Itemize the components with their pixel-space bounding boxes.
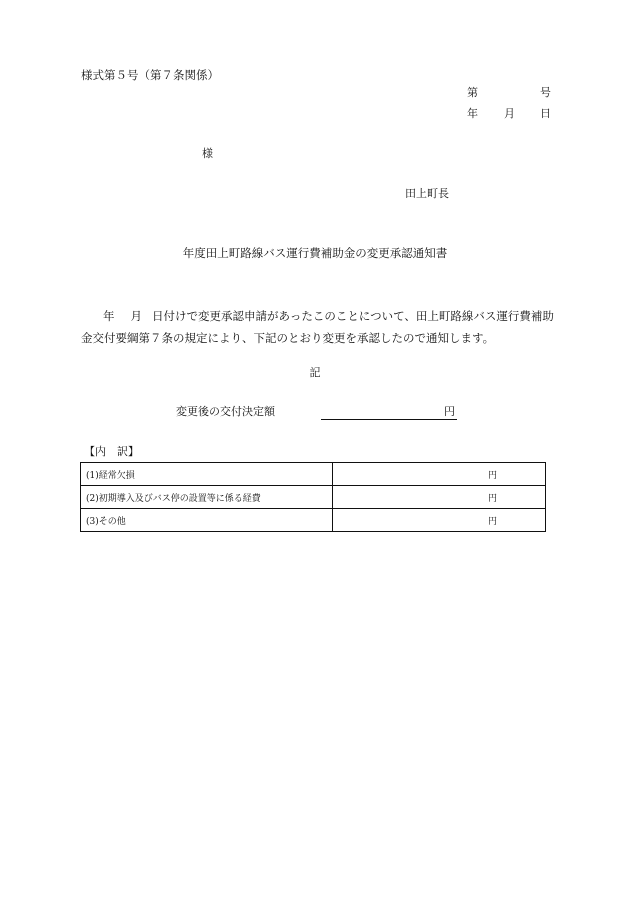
form-number: 様式第５号（第７条関係） (81, 68, 219, 82)
body-text: 日付けで変更承認申請があったこのことについて、田上町路線バス運行費補助金交付要綱第７条の規定により、下記のとおり変更を承認したので通知します。 (81, 309, 554, 345)
date-day-label: 日 (540, 107, 551, 120)
document-number-label: 第 (467, 86, 478, 99)
breakdown-value: 円 (333, 486, 546, 509)
date-month-label: 月 (504, 107, 515, 120)
breakdown-item: (3)その他 (81, 509, 333, 532)
body-month-mark: 月 (130, 309, 142, 323)
sender-name: 田上町長 (405, 187, 449, 200)
table-row (81, 509, 546, 532)
ki-heading: 記 (309, 366, 321, 379)
body-year-mark: 年 (103, 309, 115, 323)
amount-field (321, 405, 457, 420)
breakdown-item: (2)初期導入及びバス停の設置等に係る経費 (81, 486, 333, 509)
body-paragraph (81, 305, 561, 349)
document-title: 年度田上町路線バス運行費補助金の変更承認通知書 (182, 246, 448, 260)
breakdown-heading: 【内 訳】 (84, 445, 139, 458)
amount-unit: 円 (444, 405, 455, 418)
amount-label: 変更後の交付決定額 (176, 405, 275, 418)
breakdown-table (80, 462, 546, 532)
date-year-label: 年 (467, 107, 478, 120)
breakdown-value: 円 (333, 463, 546, 486)
table-row (81, 486, 546, 509)
document-number-suffix: 号 (540, 86, 551, 99)
breakdown-item: (1)経常欠損 (81, 463, 333, 486)
breakdown-value: 円 (333, 509, 546, 532)
table-row (81, 463, 546, 486)
addressee-honorific: 様 (202, 147, 213, 160)
